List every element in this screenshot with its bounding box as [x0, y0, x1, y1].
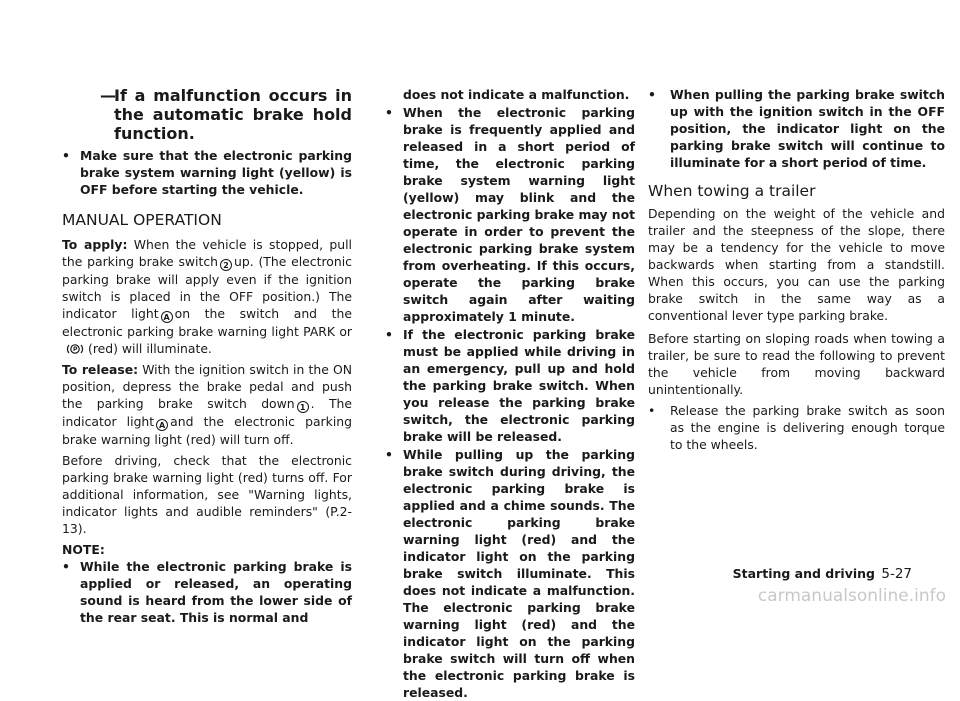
bullet-text: If the electronic parking brake must be applied while driving in an emergency, pull up and hold the parking brake switch. When you release the parking brake switch, the electronic parking brake will be released. — [403, 327, 635, 444]
bullet-text: Make sure that the electronic parking brake system warning light (yellow) is OFF before starting the vehicle. — [80, 148, 352, 197]
bullet-marker: • — [62, 148, 70, 163]
release-label: To release: — [62, 362, 139, 377]
bullet-text: When the electronic parking brake is frequently applied and released in a short period of time, the electronic parking brake system warning light (yellow) may blink and the electronic parking brake may not operate in order to prevent the electronic parking brake system from overheating. If this occurs, operate the parking brake switch again after waiting approximately 1 minute. — [403, 105, 636, 324]
watermark: carmanualsonline.info — [757, 586, 946, 606]
bullet-marker: • — [62, 559, 70, 574]
continued-text: does not indicate a malfunction. — [403, 87, 630, 102]
indicator-light-icon: A — [161, 311, 173, 323]
bullet-item — [385, 104, 635, 325]
switch-down-icon: 1 — [297, 401, 309, 413]
release-text-a: With the ignition switch in the ON position, depress the brake pedal and push the parking brake switch down — [62, 362, 352, 411]
indicator-light-icon: A — [156, 419, 168, 431]
dash-item-text: If a malfunction occurs in the automatic brake hold function. — [114, 86, 352, 143]
note-bullet-text: While the electronic parking brake is applied or released, an operating sound is heard from the lower side of the rear seat. This is normal and — [80, 559, 352, 625]
section-heading-towing: When towing a trailer — [648, 182, 816, 200]
bullet-item — [62, 147, 352, 198]
bullet-item — [648, 86, 945, 171]
bullet-marker: • — [648, 403, 656, 418]
before-driving-paragraph: Before driving, check that the electronic parking brake warning light (red) turns off. For additional information, see "Warning lights, indicator lights and audible reminders" (P.2-13). — [62, 453, 352, 536]
column-right — [648, 86, 945, 453]
bullet-marker: • — [648, 87, 656, 102]
footer-section-title: Starting and driving — [732, 566, 875, 581]
bullet-marker: • — [385, 105, 393, 120]
section-heading-manual: MANUAL OPERATION — [62, 211, 222, 229]
bullet-marker: • — [385, 327, 393, 342]
apply-text-d: (red) will illuminate. — [88, 341, 212, 356]
parking-brake-warning-icon — [66, 343, 84, 355]
bullet-text: Release the parking brake switch as soon as the engine is delivering enough torque to the wheels. — [670, 403, 945, 452]
release-text-c: and the electronic parking brake warning light (red) will turn off. — [62, 414, 352, 447]
column-left — [62, 86, 352, 626]
bullet-text: While pulling up the parking brake switch during driving, the electronic parking brake is applied and a chime sounds. The electronic parking brake warning light (red) and the indicator light on the parking brake switch illuminate. This does not indicate a malfunction. The electronic parking brake warning light (red) and the indicator light on the parking brake switch will turn off when the electronic parking brake is released. — [403, 447, 635, 700]
footer-page-number: 5-27 — [881, 566, 912, 582]
page-footer — [0, 566, 960, 586]
bullet-marker: • — [385, 447, 393, 462]
switch-up-icon: 2 — [220, 259, 232, 271]
release-text-b: . The indicator light — [62, 396, 352, 429]
apply-text-c: on the switch and the electronic parking brake warning light PARK or — [62, 306, 352, 339]
apply-text-a: When the vehicle is stopped, pull the parking brake switch — [62, 237, 352, 269]
note-label: NOTE: — [62, 542, 105, 557]
bullet-item — [385, 326, 635, 445]
to-apply-paragraph — [62, 236, 352, 357]
dash-marker: — — [100, 86, 116, 105]
to-release-paragraph — [62, 361, 352, 448]
apply-label: To apply: — [62, 237, 128, 252]
dash-list-item — [62, 86, 352, 143]
column-middle — [385, 86, 635, 701]
bullet-item — [648, 402, 945, 453]
apply-text-b: up. (The electronic parking brake will apply even if the ignition switch is placed in the OFF position.) The indicator light — [62, 254, 352, 321]
bullet-text: When pulling the parking brake switch up with the ignition switch in the OFF position, the indicator light on the parking brake switch will continue to illuminate for a short period of time. — [670, 87, 945, 170]
towing-paragraph-1: Depending on the weight of the vehicle and trailer and the steepness of the slope, there may be a tendency for the vehicle to move backwards when starting from a standstill. When this occurs, you can use the parking brake switch in the same way as a conventional lever type parking brake. — [648, 206, 945, 323]
towing-paragraph-2: Before starting on sloping roads when towing a trailer, be sure to read the following to prevent the vehicle from moving backward unintentionally. — [648, 331, 945, 397]
